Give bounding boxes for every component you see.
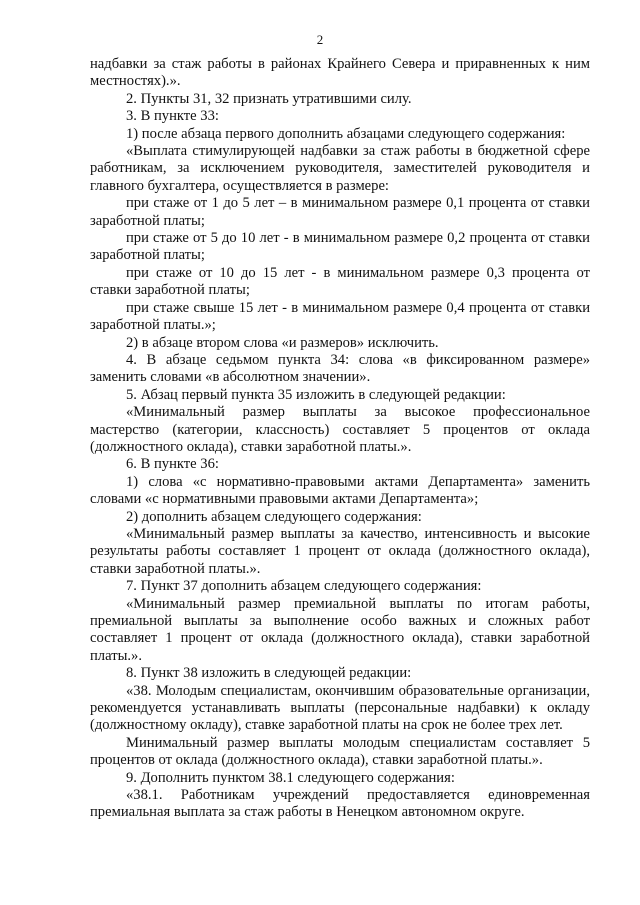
paragraph: 5. Абзац первый пункта 35 изложить в следующей редакции: (126, 386, 506, 403)
paragraph: Минимальный размер выплаты молодым специалистам составляет 5 процентов от оклада (должностного оклада), ставки заработной платы.». (90, 734, 590, 769)
paragraph: при стаже от 1 до 5 лет – в минимальном размере 0,1 процента от ставки заработной платы; (90, 195, 590, 229)
paragraph: надбавки за стаж работы в районах Крайнего Севера и приравненных к ним местностях).». (90, 56, 590, 90)
paragraph: 1) после абзаца первого дополнить абзацами следующего содержания: (126, 125, 566, 142)
paragraph: при стаже свыше 15 лет - в минимальном размере 0,4 процента от ставки заработной платы.»; (90, 299, 590, 334)
paragraph: «Минимальный размер выплаты за качество, интенсивность и высокие результаты работы составляет 1 процент от оклада (должностного оклада), ставки заработной платы.». (90, 525, 590, 577)
paragraph: при стаже от 10 до 15 лет - в минимальном размере 0,3 процента от ставки заработной платы; (90, 264, 590, 299)
paragraph: «Минимальный размер выплаты за высокое профессиональное мастерство (категории, классность) составляет 5 процентов от оклада (должностного оклада), ставки заработной платы.». (90, 404, 590, 455)
paragraph: при стаже от 5 до 10 лет - в минимальном размере 0,2 процента от ставки заработной платы; (90, 230, 590, 264)
paragraph: 2) в абзаце втором слова «и размеров» исключить. (126, 334, 439, 351)
paragraph: 4. В абзаце седьмом пункта 34: слова «в фиксированном размере» заменить словами «в абсолютном значении». (90, 351, 590, 386)
document-body (90, 56, 590, 822)
paragraph: «38.1. Работникам учреждений предоставляется единовременная премиальная выплата за стаж работы в Ненецком автономном округе. (90, 787, 590, 821)
paragraph: 1) слова «с нормативно-правовыми актами Департамента» заменить словами «с нормативными правовыми актами Департамента»; (90, 473, 590, 508)
paragraph: 9. Дополнить пунктом 38.1 следующего содержания: (126, 769, 455, 786)
paragraph: 8. Пункт 38 изложить в следующей редакции: (126, 665, 412, 682)
paragraph: 2) дополнить абзацем следующего содержания: (126, 508, 422, 525)
paragraph: 6. В пункте 36: (126, 456, 219, 473)
paragraph: «38. Молодым специалистам, окончившим образовательные организации, рекомендуется устанавливать выплаты (персональные надбавки) к окладу (должностному окладу), ставке заработной платы на срок не более трех лет. (90, 682, 590, 734)
paragraph: 7. Пункт 37 дополнить абзацем следующего содержания: (126, 578, 482, 595)
paragraph: «Выплата стимулирующей надбавки за стаж работы в бюджетной сфере работникам, за исключением руководителя, заместителей руководителя и главного бухгалтера, осуществляется в размере: (90, 143, 590, 194)
page-number: 2 (316, 32, 324, 47)
paragraph: «Минимальный размер премиальной выплаты по итогам работы, премиальной выплаты за выполнение особо важных и сложных работ составляет 1 процент от оклада (должностного оклада), ставки заработной платы.». (90, 595, 590, 664)
paragraph: 2. Пункты 31, 32 признать утратившими силу. (126, 90, 412, 107)
paragraph: 3. В пункте 33: (126, 108, 219, 125)
